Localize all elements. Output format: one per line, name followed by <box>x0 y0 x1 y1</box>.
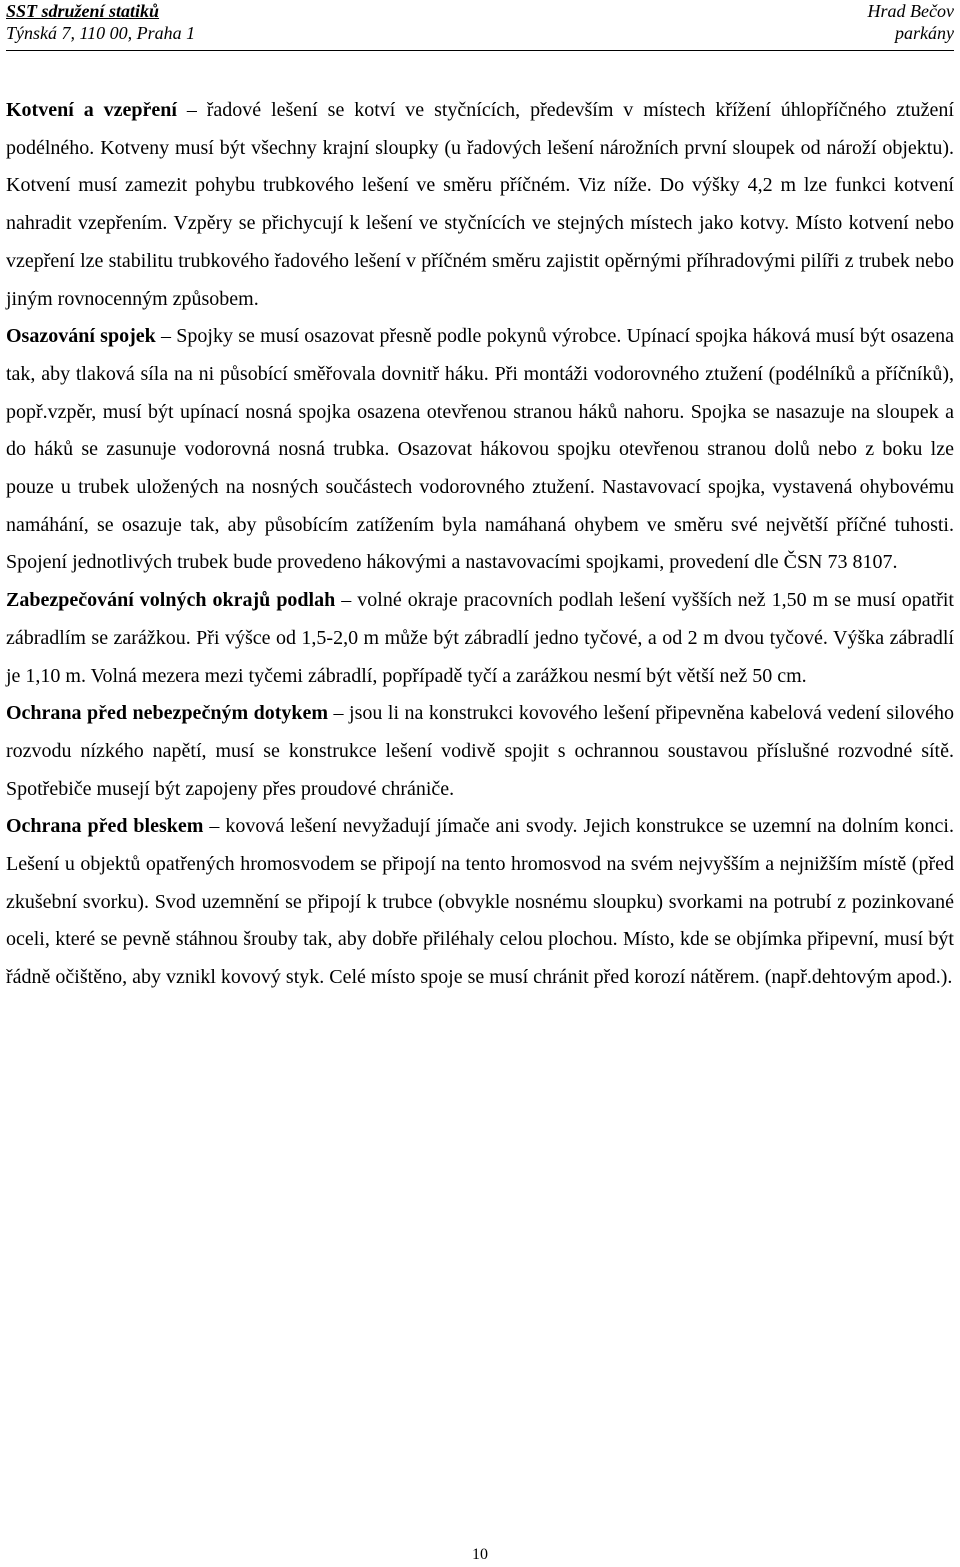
header-right <box>868 0 954 44</box>
section-heading: Ochrana před nebezpečným dotykem <box>6 702 329 725</box>
header-left <box>6 0 195 44</box>
section-heading: Osazování spojek <box>6 325 156 348</box>
organization-address: Týnská 7, 110 00, Praha 1 <box>6 23 196 43</box>
section-ochrana-dotyk <box>6 695 954 808</box>
section-text: – řadové lešení se kotví ve styčnících, především v místech křížení úhlopříčného ztužení podélného. Kotveny musí být všechny krajní sloupky (u řadových lešení nárožních první sloupek od nároží objektu). Kotvení musí zamezit pohybu trubkového lešení ve směru příčném. Viz níže. Do výšky 4,2 m lze funkci kotvení nahradit vzepřením. Vzpěry se přichycují k lešení ve styčnících ve stejných místech jako kotvy. Místo kotvení nebo vzepření lze stabilitu trubkového řadového lešení v příčném směru zajistit opěrnými příhradovými pilíři z trubek nebo jiným rovnocenným způsobem. <box>6 99 954 310</box>
project-place: Hrad Bečov <box>867 1 954 21</box>
section-osazovani-spojek <box>6 318 954 582</box>
page-header <box>6 0 954 51</box>
section-text: – Spojky se musí osazovat přesně podle pokynů výrobce. Upínací spojka háková musí být osazena tak, aby tlaková síla na ni působící směřovala dovnitř háku. Při montáži vodorovného ztužení (podélníků a příčníků), popř.vzpěr, musí být upínací nosná spojka osazena otevřenou stranou háků nahoru. Spojka se nasazuje na sloupek a do háků se zasunuje vodorovná nosná trubka. Osazovat hákovou spojku otevřenou stranou dolů nebo z boku lze pouze u trubek uložených na nosných součástech vodorovného ztužení. Nastavovací spojka, vystavená ohybovému namáhání, se osazuje tak, aby působícím zatížením byla namáhaná ohybem ve směru své největší příčné tuhosti. Spojení jednotlivých trubek bude provedeno hákovými a nastavovacími spojkami, provedení dle ČSN 73 8107. <box>6 325 954 574</box>
section-text: – kovová lešení nevyžadují jímače ani svody. Jejich konstrukce se uzemní na dolním konci. Lešení u objektů opatřených hromosvodem se připojí na tento hromosvod na svém nejvyšším a nejnižším místě (před zkušební svorku). Svod uzemnění se připojí k trubce (obvykle nosnému sloupku) svorkami na potrubí z pozinkované oceli, které se pevně stáhnou šrouby tak, aby dobře přiléhaly celou plochou. Místo, kde se objímka připevní, musí být řádně očištěno, aby vznikl kovový styk. Celé místo spoje se musí chránit před korozí nátěrem. (např.dehtovým apod.). <box>6 815 954 989</box>
project-topic: parkány <box>895 23 954 43</box>
section-heading: Kotvení a vzepření <box>6 99 177 121</box>
section-ochrana-blesk <box>6 808 954 997</box>
section-heading: Zabezpečování volných okrajů podlah <box>6 589 336 612</box>
section-text: – jsou li na konstrukci kovového lešení připevněna kabelová vedení silového rozvodu nízkého napětí, musí se konstrukce lešení vodivě spojit s ochrannou soustavou příslušné rozvodné sítě. Spotřebiče musejí být zapojeny přes proudové chrániče. <box>6 702 954 800</box>
page-number: 10 <box>472 1546 488 1563</box>
section-kotveni <box>6 92 954 318</box>
document-body <box>6 92 954 997</box>
section-heading: Ochrana před bleskem <box>6 815 204 838</box>
organization-name: SST sdružení statiků <box>6 1 160 21</box>
section-text: – volné okraje pracovních podlah lešení vyšších než 1,50 m se musí opatřit zábradlím se zarážkou. Při výšce od 1,5-2,0 m může být zábradlí jedno tyčové, a od 2 m dvou tyčové. Výška zábradlí je 1,10 m. Volná mezera mezi tyčemi zábradlí, popřípadě tyčí a zarážkou nesmí být větší než 50 cm. <box>6 589 954 687</box>
section-zabezpecovani-okraju <box>6 582 954 695</box>
